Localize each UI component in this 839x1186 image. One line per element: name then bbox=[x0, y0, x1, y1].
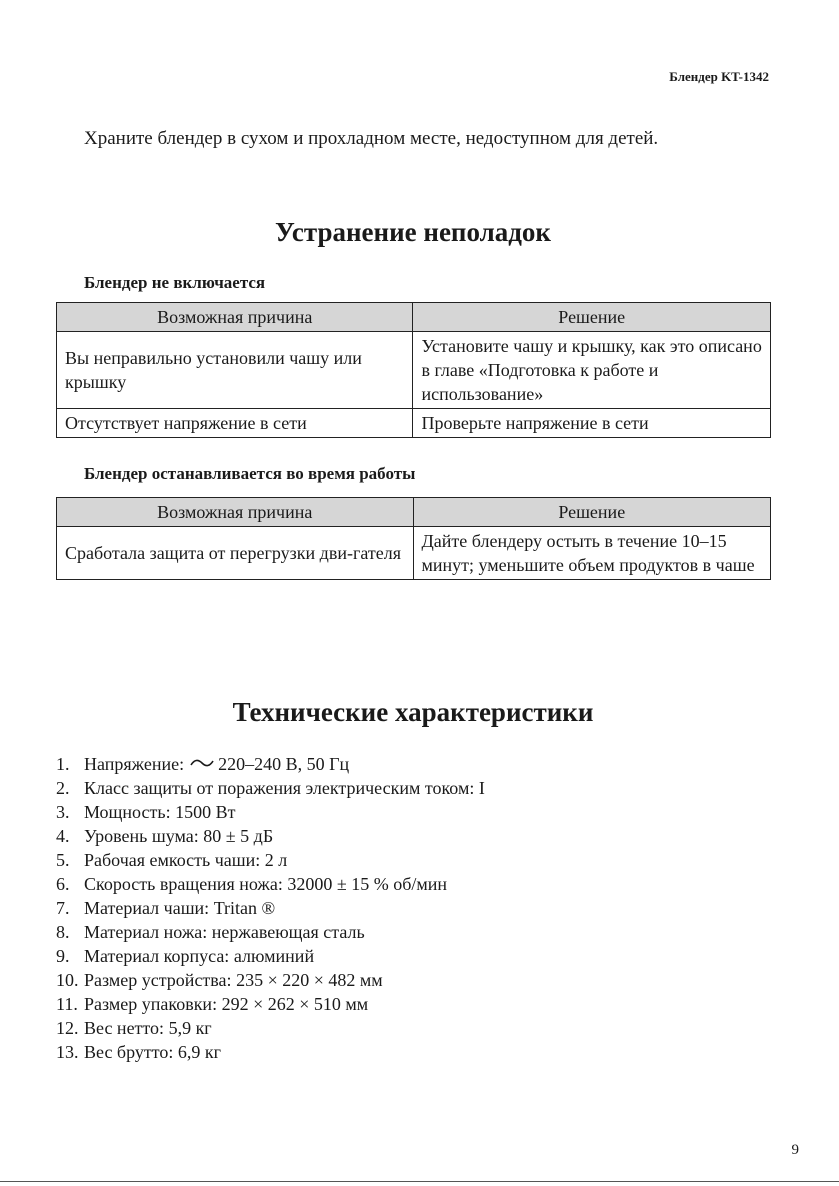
column-header-solution: Решение bbox=[413, 303, 771, 332]
spec-number: 7. bbox=[56, 898, 70, 918]
bottom-rule bbox=[0, 1181, 839, 1182]
cause-cell: Отсутствует напряжение в сети bbox=[57, 409, 413, 438]
spec-label: Уровень шума: bbox=[84, 826, 199, 846]
spec-item bbox=[56, 920, 485, 944]
spec-item bbox=[56, 872, 485, 896]
table-row bbox=[57, 409, 771, 438]
spec-label: Материал корпуса: bbox=[84, 946, 230, 966]
spec-label: Размер устройства: bbox=[84, 970, 232, 990]
cause-cell: Вы неправильно установили чашу или крышку bbox=[57, 332, 413, 409]
spec-item bbox=[56, 776, 485, 800]
column-header-cause: Возможная причина bbox=[57, 498, 414, 527]
spec-item bbox=[56, 992, 485, 1016]
spec-number: 6. bbox=[56, 874, 70, 894]
ac-voltage-icon bbox=[190, 752, 214, 776]
spec-number: 11. bbox=[56, 994, 78, 1014]
subsection-title: Блендер не включается bbox=[84, 273, 266, 292]
spec-item bbox=[56, 752, 485, 776]
solution-cell: Дайте блендеру остыть в течение 10–15 минут; уменьшите объем продуктов в чаше bbox=[413, 527, 771, 580]
spec-number: 9. bbox=[56, 946, 70, 966]
specs-list bbox=[56, 752, 485, 1064]
column-header-cause: Возможная причина bbox=[57, 303, 413, 332]
spec-label: Напряжение: bbox=[84, 754, 185, 774]
spec-value: нержавеющая сталь bbox=[211, 922, 365, 942]
troubleshooting-title: Устранение неполадок bbox=[275, 217, 551, 247]
spec-label: Скорость вращения ножа: bbox=[84, 874, 283, 894]
spec-item bbox=[56, 1040, 485, 1064]
spec-number: 3. bbox=[56, 802, 70, 822]
spec-label: Мощность: bbox=[84, 802, 171, 822]
spec-value: 1500 Вт bbox=[175, 802, 236, 822]
spec-label: Вес брутто: bbox=[84, 1042, 174, 1062]
spec-item bbox=[56, 896, 485, 920]
specs-title: Технические характеристики bbox=[232, 697, 594, 727]
spec-number: 4. bbox=[56, 826, 70, 846]
column-header-solution: Решение bbox=[413, 498, 771, 527]
spec-value: 292 × 262 × 510 мм bbox=[221, 994, 369, 1014]
spec-number: 1. bbox=[56, 754, 70, 774]
spec-value: 6,9 кг bbox=[177, 1042, 221, 1062]
subsection-title: Блендер останавливается во время работы bbox=[84, 464, 416, 483]
troubleshooting-table bbox=[56, 302, 771, 438]
spec-value: Tritan ® bbox=[213, 898, 276, 918]
table-header-row bbox=[57, 498, 771, 527]
spec-number: 5. bbox=[56, 850, 70, 870]
troubleshooting-table bbox=[56, 497, 771, 580]
spec-value: алюминий bbox=[233, 946, 315, 966]
spec-item bbox=[56, 968, 485, 992]
solution-cell: Установите чашу и крышку, как это описано в главе «Подготовка к работе и использование» bbox=[413, 332, 771, 409]
spec-number: 2. bbox=[56, 778, 70, 798]
spec-item bbox=[56, 800, 485, 824]
storage-note: Храните блендер в сухом и прохладном месте, недоступном для детей. bbox=[84, 128, 659, 149]
spec-item bbox=[56, 824, 485, 848]
spec-item bbox=[56, 848, 485, 872]
page-number: 9 bbox=[791, 1142, 799, 1158]
spec-label: Рабочая емкость чаши: bbox=[84, 850, 261, 870]
table-header-row bbox=[57, 303, 771, 332]
spec-number: 10. bbox=[56, 970, 79, 990]
running-header: Блендер KT-1342 bbox=[669, 69, 769, 84]
table-row bbox=[57, 332, 771, 409]
spec-number: 12. bbox=[56, 1018, 79, 1038]
spec-value: 5,9 кг bbox=[168, 1018, 212, 1038]
solution-cell: Проверьте напряжение в сети bbox=[413, 409, 771, 438]
spec-label: Материал чаши: bbox=[84, 898, 210, 918]
spec-value: 80 ± 5 дБ bbox=[203, 826, 274, 846]
spec-value: 235 × 220 × 482 мм bbox=[236, 970, 383, 990]
spec-label: Класс защиты от поражения электрическим током: bbox=[84, 778, 475, 798]
spec-value: 2 л bbox=[264, 850, 288, 870]
cause-cell: Сработала защита от перегрузки дви-гателя bbox=[57, 527, 414, 580]
spec-number: 13. bbox=[56, 1042, 79, 1062]
spec-value: I bbox=[478, 778, 485, 798]
spec-item bbox=[56, 944, 485, 968]
spec-label: Размер упаковки: bbox=[84, 994, 218, 1014]
spec-value: 32000 ± 15 % об/мин bbox=[287, 874, 448, 894]
spec-label: Материал ножа: bbox=[84, 922, 208, 942]
table-row bbox=[57, 527, 771, 580]
spec-number: 8. bbox=[56, 922, 70, 942]
spec-label: Вес нетто: bbox=[84, 1018, 165, 1038]
spec-value: 220–240 В, 50 Гц bbox=[218, 754, 350, 774]
spec-item bbox=[56, 1016, 485, 1040]
